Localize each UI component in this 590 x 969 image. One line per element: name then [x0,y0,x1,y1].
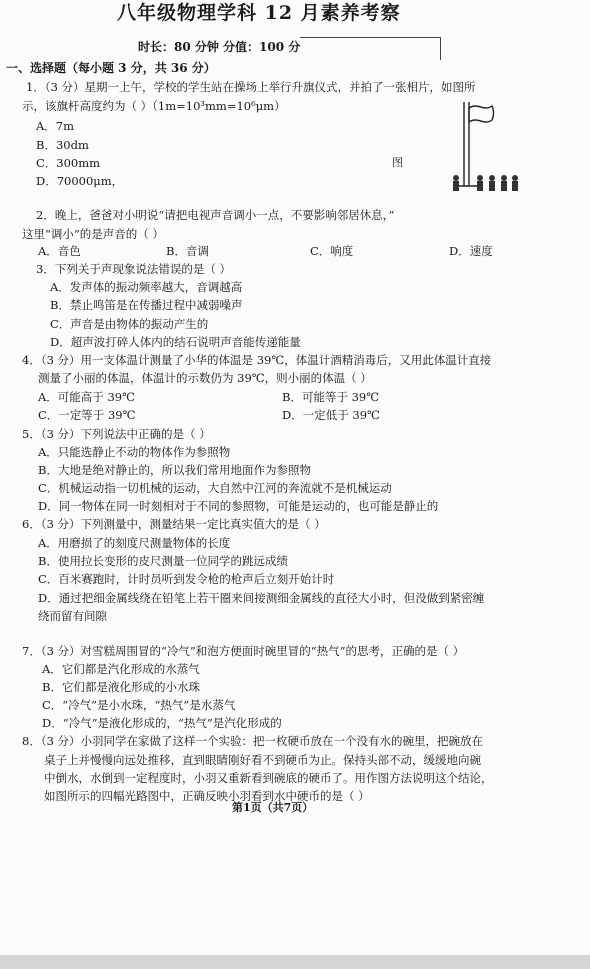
text-line: 2．晚上，爸爸对小明说“请把电视声音调小一点，不要影响邻居休息，” [36,208,395,222]
text-line: D．同一物体在同一时刻相对于不同的参照物，可能是运动的，也可能是静止的 [38,499,439,513]
text-line: A．它们都是汽化形成的水蒸气 [42,662,200,676]
text-line: C．百米赛跑时，计时员听到发令枪的枪声后立刻开始计时 [38,572,335,586]
text-line: 测量了小丽的体温，体温计的示数仍为 39℃，则小丽的体温（ ） [38,371,372,385]
text-line: B．使用拉长变形的皮尺测量一位同学的跳远成绩 [38,554,288,568]
text-line: C．响度 [310,244,354,258]
text-line: A．可能高于 39℃ [38,390,135,404]
text-line: A．只能选静止不动的物体作为参照物 [38,445,231,459]
figure-label: 图 [392,156,403,169]
text-line: 8．（3 分）小羽同学在家做了这样一个实验：把一枚硬币放在一个没有水的碗里，把碗放在 [22,734,484,748]
text-line: C．300mm [36,156,101,170]
text-line: B．可能等于 39℃ [282,390,380,404]
text-line: D．“冷气”是液化形成的，“热气”是汽化形成的 [42,716,282,730]
text-line: 6．（3 分）下列测量中，测量结果一定比真实值大的是（ ） [22,517,326,531]
text-line: 绕而留有间隙 [38,609,107,623]
text-line: 中倒水，水倒到一定程度时，小羽又重新看到碗底的硬币了。用作图方法说明这个结论， [44,771,493,785]
text-line: C．机械运动指一切机械的运动，大自然中江河的奔流就不是机械运动 [38,481,392,495]
text-line: D．一定低于 39℃ [282,408,380,422]
text-line: 如图所示的四幅光路图中，正确反映小羽看到水中硬币的是（ ） [44,789,370,803]
text-line: 1．（3 分）星期一上午，学校的学生站在操场上举行升旗仪式，并拍了一张相片，如图所 [26,80,476,94]
bottom-bar [0,955,590,969]
page-number: 第1页（共7页） [232,801,314,814]
text-line: C．声音是由物体的振动产生的 [50,317,209,331]
text-line: B．30dm [36,138,89,152]
text-line: A．用磨损了的刻度尺测量物体的长度 [38,536,231,550]
text-line: A．7m [36,119,75,133]
exam-subtitle: 时长：80 分钟 分值：100 分 [138,40,301,54]
text-line: A．音色 [38,244,81,258]
text-line: 桌子上并慢慢向远处推移，直到眼睛刚好看不到硬币为止。保持头部不动，缓缓地向碗 [44,753,481,767]
score-box-line [300,37,441,60]
text-line: 这里“调小”的是声音的（ ） [22,227,164,241]
text-line: C．“冷气”是小水珠，“热气”是水蒸气 [42,698,236,712]
text-line: D．超声波打碎人体内的结石说明声音能传递能量 [50,335,301,349]
text-line: 示，该旗杆高度约为（ ）（1m=10³mm=10⁶μm） [22,99,286,113]
text-line: 4．（3 分）用一支体温计测量了小华的体温是 39℃，体温计酒精消毒后，又用此体温计直接 [22,353,492,367]
text-line: A．发声体的振动频率越大，音调越高 [50,280,243,294]
text-line: C．一定等于 39℃ [38,408,136,422]
text-line: 3．下列关于声现象说法错误的是（ ） [36,262,231,276]
text-line: 5．（3 分）下列说法中正确的是（ ） [22,427,211,441]
section-heading: 一、选择题（每小题 3 分，共 36 分） [6,61,216,75]
page-title: 八年级物理学科 12 月素养考察 [117,2,401,24]
text-line: D．速度 [449,244,493,258]
text-line: B．音调 [166,244,209,258]
text-line: D．70000μm， [36,174,124,188]
text-line: B．它们都是液化形成的小水珠 [42,680,200,694]
text-line: B．禁止鸣笛是在传播过程中减弱噪声 [50,298,243,312]
flag-raising-illustration [450,98,526,202]
text-line: 7．（3 分）对雪糕周围冒的“冷气”和泡方便面时碗里冒的“热气”的思考，正确的是（ ） [22,644,465,658]
text-line: B．大地是绝对静止的，所以我们常用地面作为参照物 [38,463,311,477]
text-line: D．通过把细金属线绕在铅笔上若干圈来间接测细金属线的直径大小时，但没做到紧密缠 [38,591,485,605]
